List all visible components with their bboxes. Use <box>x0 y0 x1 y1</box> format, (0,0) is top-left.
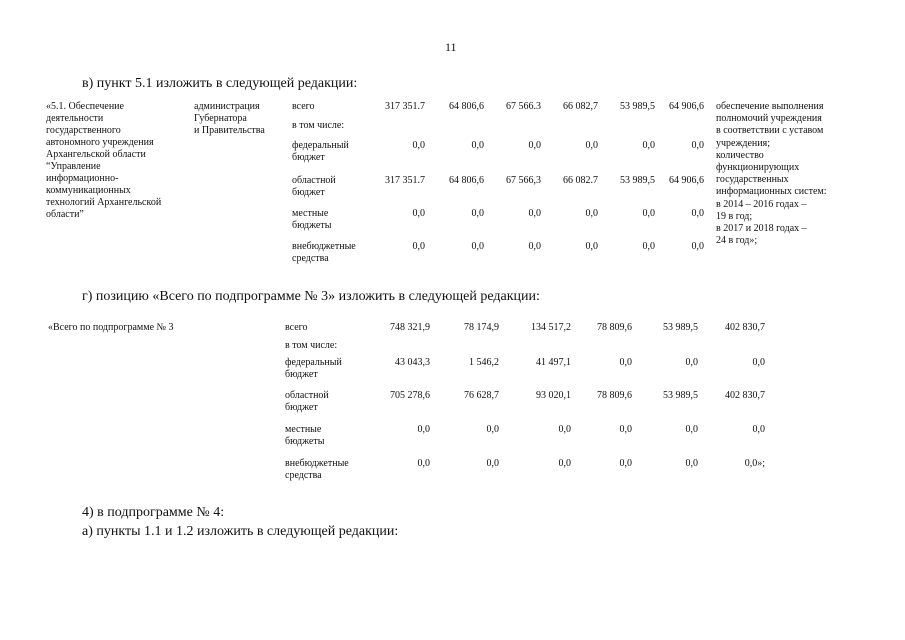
funding-value: 93 020,1 <box>536 390 571 401</box>
funding-value: 66 082,7 <box>563 101 598 112</box>
funding-source-label: областной <box>292 175 336 186</box>
result-line: государственных <box>716 174 789 186</box>
heading-v: в) пункт 5.1 изложить в следующей редакции: <box>82 76 358 91</box>
funding-source-label: бюджет <box>292 187 325 198</box>
result-line: функционирующих <box>716 162 800 173</box>
section-4-line-2: а) пункты 1.1 и 1.2 изложить в следующей редакции: <box>82 524 399 539</box>
executor-line: администрация <box>194 101 260 112</box>
funding-value: 0,0 <box>471 140 484 151</box>
funding-value: 0,0 <box>585 241 598 252</box>
funding-value: 78 174,9 <box>464 322 499 333</box>
funding-value: 41 497,1 <box>536 357 571 368</box>
funding-value: 64 906,6 <box>669 175 704 186</box>
funding-value: 0,0 <box>471 241 484 252</box>
funding-value: 0,0 <box>685 357 698 368</box>
funding-value: 53 989,5 <box>663 390 698 401</box>
funding-source-label: местные <box>285 424 322 435</box>
funding-value: 0,0 <box>486 458 499 469</box>
funding-value: 0,0 <box>691 241 704 252</box>
executor-line: Губернатора <box>194 113 247 124</box>
result-line: 24 в год»; <box>716 235 758 247</box>
page-number: 11 <box>445 40 457 54</box>
funding-value: 0,0 <box>486 424 499 435</box>
funding-value: 317 351.7 <box>385 175 425 186</box>
funding-value: 0,0 <box>691 208 704 219</box>
funding-value: 0,0 <box>417 424 430 435</box>
funding-value: 67 566.3 <box>506 101 541 112</box>
funding-source-label: местные <box>292 208 329 219</box>
funding-value: 0,0 <box>417 458 430 469</box>
item-name-line: “Управление <box>46 161 101 172</box>
funding-source-label: всего <box>292 101 315 112</box>
funding-value: 0,0 <box>528 241 541 252</box>
funding-value: 0,0 <box>619 424 632 435</box>
result-line: информационных систем: <box>716 186 827 198</box>
funding-value: 66 082.7 <box>563 175 598 186</box>
funding-value: 0,0 <box>685 458 698 469</box>
funding-value: 76 628,7 <box>464 390 499 401</box>
funding-value: 53 989,5 <box>620 175 655 186</box>
funding-source-label: средства <box>292 253 329 264</box>
item-name-line: области” <box>46 209 84 220</box>
funding-value: 43 043,3 <box>395 357 430 368</box>
funding-source-label: федеральный <box>285 357 342 368</box>
funding-value: 64 906,6 <box>669 101 704 112</box>
funding-value: 705 278,6 <box>390 390 430 401</box>
item-name-line: государственного <box>46 125 121 136</box>
result-line: в 2014 – 2016 годах – <box>716 198 807 210</box>
subprogram-total-label: «Всего по подпрограмме № 3 <box>48 322 174 333</box>
item-name-line: «5.1. Обеспечение <box>46 101 124 112</box>
funding-value: 0,0 <box>558 424 571 435</box>
funding-value: 78 809,6 <box>597 390 632 401</box>
item-name-line: деятельности <box>46 113 104 124</box>
funding-value: 402 830,7 <box>725 322 765 333</box>
funding-source-label: бюджет <box>285 369 318 380</box>
funding-source-label: бюджеты <box>292 220 332 231</box>
funding-value: 53 989,5 <box>620 101 655 112</box>
funding-source-label: внебюджетные <box>292 241 356 252</box>
funding-value: 0,0 <box>528 140 541 151</box>
section-4-line-1: 4) в подпрограмме № 4: <box>82 505 225 520</box>
funding-value: 748 321,9 <box>390 322 430 333</box>
funding-value: 0,0 <box>619 458 632 469</box>
item-name-line: Архангельской области <box>46 149 146 160</box>
funding-source-label: федеральный <box>292 140 349 151</box>
funding-value: 0,0»; <box>744 458 765 469</box>
funding-source-label: в том числе: <box>285 340 338 351</box>
funding-value: 0,0 <box>412 140 425 151</box>
result-line: учреждения; <box>716 137 770 149</box>
funding-source-label: внебюджетные <box>285 458 349 469</box>
result-line: 19 в год; <box>716 210 753 222</box>
funding-value: 0,0 <box>642 241 655 252</box>
funding-source-label: бюджеты <box>285 436 325 447</box>
funding-source-label: бюджет <box>292 152 325 163</box>
funding-source-label: всего <box>285 322 308 333</box>
item-name-line: автономного учреждения <box>46 137 154 148</box>
funding-source-label: в том числе: <box>292 120 345 131</box>
result-line: в 2017 и 2018 годах – <box>716 223 807 234</box>
funding-value: 0,0 <box>528 208 541 219</box>
funding-value: 402 830,7 <box>725 390 765 401</box>
executor-line: и Правительства <box>194 125 265 136</box>
funding-value: 0,0 <box>691 140 704 151</box>
funding-source-label: областной <box>285 390 329 401</box>
funding-value: 0,0 <box>558 458 571 469</box>
funding-value: 0,0 <box>471 208 484 219</box>
funding-source-label: средства <box>285 470 322 481</box>
funding-value: 317 351.7 <box>385 101 425 112</box>
funding-value: 0,0 <box>412 241 425 252</box>
item-name-line: информационно- <box>46 173 119 184</box>
funding-value: 0,0 <box>752 357 765 368</box>
funding-source-label: бюджет <box>285 402 318 413</box>
funding-value: 0,0 <box>642 140 655 151</box>
funding-value: 53 989,5 <box>663 322 698 333</box>
funding-value: 0,0 <box>585 140 598 151</box>
item-name-line: коммуникационных <box>46 185 131 196</box>
result-line: количество <box>716 149 764 161</box>
funding-value: 78 809,6 <box>597 322 632 333</box>
funding-value: 134 517,2 <box>531 322 571 333</box>
funding-value: 0,0 <box>585 208 598 219</box>
funding-value: 0,0 <box>412 208 425 219</box>
funding-value: 0,0 <box>752 424 765 435</box>
result-line: в соответствии с уставом <box>716 125 824 137</box>
result-line: обеспечение выполнения <box>716 101 824 112</box>
funding-value: 0,0 <box>685 424 698 435</box>
funding-value: 64 806,6 <box>449 101 484 112</box>
heading-g: г) позицию «Всего по подпрограмме № 3» изложить в следующей редакции: <box>82 289 540 304</box>
funding-value: 67 566,3 <box>506 175 541 186</box>
item-name-line: технологий Архангельской <box>46 197 162 208</box>
funding-value: 0,0 <box>619 357 632 368</box>
funding-value: 1 546,2 <box>469 357 499 368</box>
result-line: полномочий учреждения <box>716 113 822 125</box>
funding-value: 64 806,6 <box>449 175 484 186</box>
funding-value: 0,0 <box>642 208 655 219</box>
